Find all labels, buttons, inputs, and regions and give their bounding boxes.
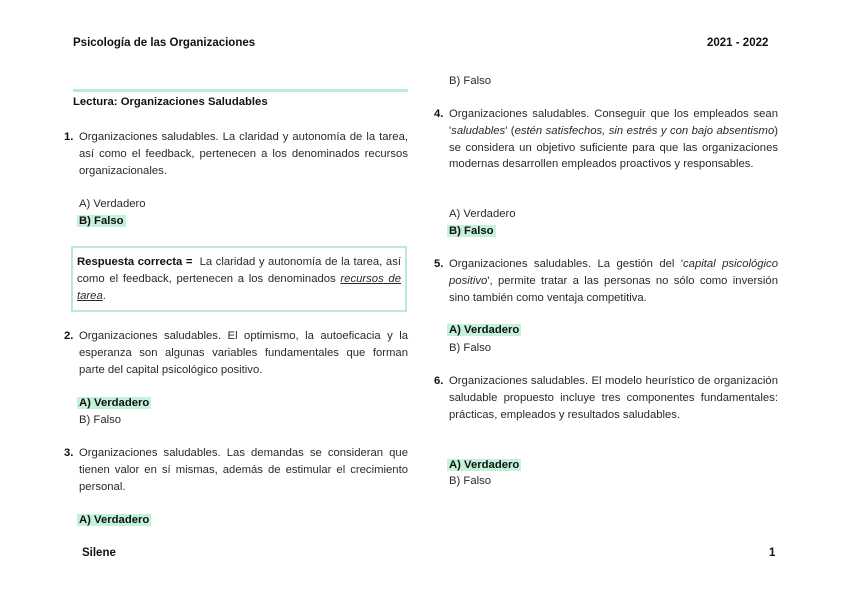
question-text: Organizaciones saludables. El optimismo, la autoeficacia y la esperanza son algunas variables fundamentales que forman parte del capital psicológico positivo. xyxy=(79,330,408,376)
option-b: B) Falso xyxy=(79,414,122,426)
option-a-correct: A) Verdadero xyxy=(449,459,520,471)
continued-option: B) Falso xyxy=(449,75,492,87)
section-rule xyxy=(73,89,408,92)
option-a-correct: A) Verdadero xyxy=(79,514,150,526)
answer-label: Respuesta correcta = xyxy=(77,256,193,268)
question-text: Organizaciones saludables. Las demandas se consideran que tienen valor en sí mismas, además de estimular el crecimiento personal. xyxy=(79,447,408,493)
question-number: 4. xyxy=(434,108,444,120)
academic-year: 2021 - 2022 xyxy=(707,37,769,49)
question-number: 5. xyxy=(434,258,444,270)
option-b-correct: B) Falso xyxy=(449,225,494,237)
question-text: Organizaciones saludables. La gestión del 'capital psicológico positivo', permite tratar a las personas no sólo como inversión sino también como ventaja competitiva. xyxy=(449,258,778,304)
answer-text: La claridad y autonomía de la tarea, así como el feedback, pertenecen a los denominados xyxy=(77,256,401,285)
question-number: 2. xyxy=(64,330,74,342)
footer-author: Silene xyxy=(82,547,116,559)
option-b: B) Falso xyxy=(449,342,492,354)
document-subject: Psicología de las Organizaciones xyxy=(73,37,256,49)
page-number: 1 xyxy=(769,547,776,559)
option-a-correct: A) Verdadero xyxy=(449,324,520,336)
answer-box: Respuesta correcta = La claridad y autonomía de la tarea, así como el feedback, pertenecen a los denominados recursos de tarea. xyxy=(71,246,407,312)
question-number: 1. xyxy=(64,131,74,143)
option-a: A) Verdadero xyxy=(79,198,146,210)
question-number: 6. xyxy=(434,375,444,387)
option-b-correct: B) Falso xyxy=(79,215,124,227)
question-text: Organizaciones saludables. Conseguir que los empleados sean 'saludables' (estén satisfechos, sin estrés y con bajo absentismo) se considera un objetivo suficiente para que las organizaciones modernas desarrollen empleados proactivos y responsables. xyxy=(449,108,778,171)
question-text: Organizaciones saludables. La claridad y autonomía de la tarea, así como el feedback, pertenecen a los denominados recursos organizacionales. xyxy=(79,131,408,177)
question-number: 3. xyxy=(64,447,74,459)
question-text: Organizaciones saludables. El modelo heurístico de organización saludable propuesto incluye tres componentes fundamentales: prácticas, empleados y resultados saludables. xyxy=(449,375,778,421)
section-title: Lectura: Organizaciones Saludables xyxy=(73,96,268,108)
option-a-correct: A) Verdadero xyxy=(79,397,150,409)
answer-emphasis: recursos de tarea xyxy=(77,272,401,302)
option-b: B) Falso xyxy=(449,475,492,487)
option-a: A) Verdadero xyxy=(449,208,516,220)
